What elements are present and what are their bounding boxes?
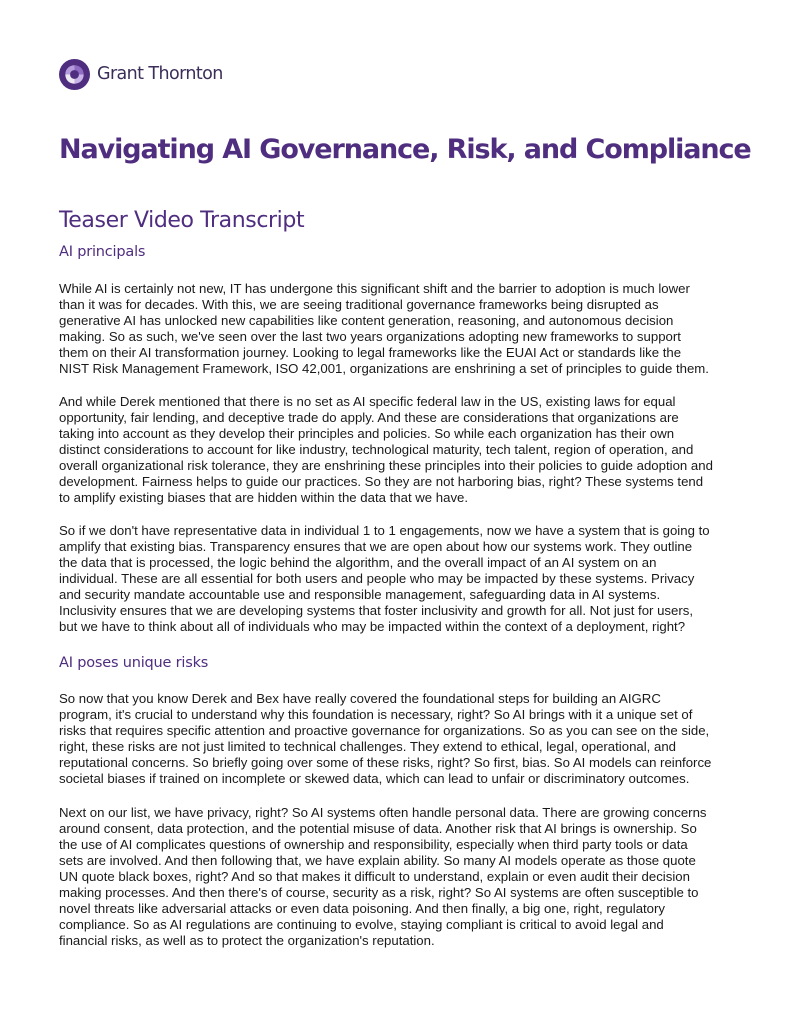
paragraph-line: opportunity, fair lending, and deceptive trade do apply. And these are considerations that organizations are	[59, 410, 679, 425]
paragraph	[59, 281, 749, 377]
document-title: Navigating AI Governance, Risk, and Compliance	[59, 134, 751, 165]
paragraph-line: financial risks, as well as to protect the organization's reputation.	[59, 933, 435, 948]
grant-thornton-logo	[59, 58, 223, 90]
paragraph-line: While AI is certainly not new, IT has undergone this significant shift and the barrier to adoption is much lower	[59, 281, 690, 296]
paragraph-line: making processes. And then there's of course, security as a risk, right? So AI systems are often susceptible to	[59, 885, 699, 900]
paragraph-line: to amplify existing biases that are hidden within the data that we have.	[59, 490, 469, 505]
paragraph	[59, 394, 749, 506]
paragraph-line: sets are involved. And then following that, we have explain ability. So many AI models operate as those quote	[59, 853, 696, 868]
paragraph-line: taking into account as they develop their principles and policies. So while each organization has their own	[59, 426, 675, 441]
paragraph	[59, 523, 749, 635]
paragraph-line: them on their AI transformation journey. Looking to legal frameworks like the EUAI Act or standards like the	[59, 345, 682, 360]
paragraph-line: overall organizational risk tolerance, they are enshrining these principles into their policies to guide adoption and	[59, 458, 713, 473]
paragraph	[59, 805, 749, 949]
paragraph-line: program, it's crucial to understand why this foundation is necessary, right? So AI brings with it a unique set of	[59, 707, 693, 722]
paragraph-line: development. Fairness helps to guide our practices. So they are not harboring bias, right? These systems tend	[59, 474, 704, 489]
paragraph-line: individual. These are all essential for both users and people who may be impacted by these systems. Privacy	[59, 571, 695, 586]
paragraph-line: and security mandate accountable use and responsible management, safeguarding data in AI systems.	[59, 587, 661, 602]
brand-name: Grant Thornton	[97, 64, 223, 84]
paragraph-line: making. So as such, we've seen over the last two years organizations adopting new frameworks to support	[59, 329, 681, 344]
paragraph-line: risks that requires specific attention and proactive governance for organizations. So as you can see on the side,	[59, 723, 710, 738]
section-title: Teaser Video Transcript	[59, 208, 305, 233]
paragraph-line: than it was for decades. With this, we are seeing traditional governance frameworks being disrupted as	[59, 297, 659, 312]
paragraph-line: compliance. So as AI regulations are continuing to evolve, staying compliant is critical to avoid legal and	[59, 917, 664, 932]
paragraph-line: UN quote black boxes, right? And so that makes it difficult to understand, explain or even audit their decision	[59, 869, 690, 884]
paragraph-line: And while Derek mentioned that there is no set as AI specific federal law in the US, existing laws for equal	[59, 394, 676, 409]
paragraph-line: right, these risks are not just limited to technical challenges. They extend to ethical, legal, operational, and	[59, 739, 676, 754]
grant-thornton-swirl-icon	[59, 59, 90, 90]
subheading-ai-principals: AI principals	[59, 244, 146, 260]
subheading-ai-poses-unique-risks: AI poses unique risks	[59, 655, 209, 671]
paragraph-line: societal biases if trained on incomplete or skewed data, which can lead to unfair or discriminatory outcomes.	[59, 771, 690, 786]
paragraph-line: generative AI has unlocked new capabilities like content generation, reasoning, and autonomous decision	[59, 313, 674, 328]
paragraph-line: amplify that existing bias. Transparency ensures that we are open about how our systems work. They outline	[59, 539, 693, 554]
paragraph-line: Inclusivity ensures that we are developing systems that foster inclusivity and growth for all. Not just for users,	[59, 603, 694, 618]
paragraph-line: but we have to think about all of individuals who may be impacted within the context of a deployment, right?	[59, 619, 686, 634]
paragraph-line: reputational concerns. So briefly going over some of these risks, right? So first, bias. So AI models can reinforce	[59, 755, 712, 770]
paragraph-line: Next on our list, we have privacy, right? So AI systems often handle personal data. There are growing concerns	[59, 805, 707, 820]
paragraph-line: distinct considerations to account for like industry, technological maturity, tech talent, region of operation, and	[59, 442, 694, 457]
paragraph-line: novel threats like adversarial attacks or even data poisoning. And then finally, a big one, right, regulatory	[59, 901, 666, 916]
paragraph-line: around consent, data protection, and the potential misuse of data. Another risk that AI brings is ownership. So	[59, 821, 697, 836]
paragraph-line: NIST Risk Management Framework, ISO 42,001, organizations are enshrining a set of principles to guide them.	[59, 361, 709, 376]
paragraph-line: So now that you know Derek and Bex have really covered the foundational steps for building an AIGRC	[59, 691, 661, 706]
paragraph	[59, 691, 749, 787]
paragraph-line: So if we don't have representative data in individual 1 to 1 engagements, now we have a system that is going to	[59, 523, 710, 538]
paragraph-line: the use of AI complicates questions of ownership and responsibility, especially when third party tools or data	[59, 837, 688, 852]
paragraph-line: the data that is processed, the logic behind the algorithm, and the overall impact of an AI system on an	[59, 555, 657, 570]
